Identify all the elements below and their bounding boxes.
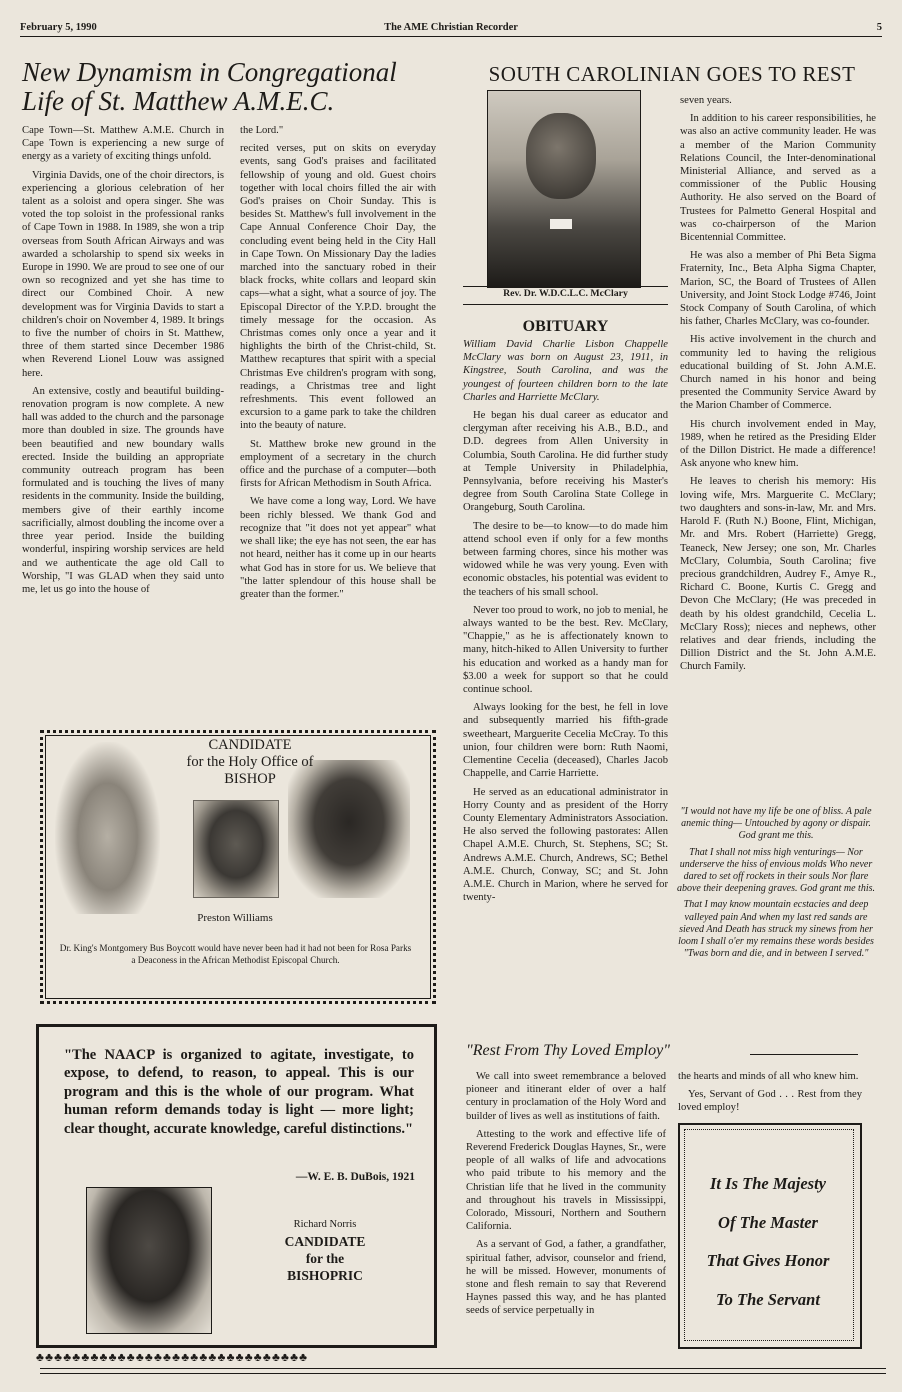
ornamental-border: ♣♣♣♣♣♣♣♣♣♣♣♣♣♣♣♣♣♣♣♣♣♣♣♣♣♣♣♣♣♣: [36, 1350, 309, 1364]
rest-column-2: [678, 1070, 862, 1120]
paragraph: He was also a member of Phi Beta Sigma Fraternity, Inc., Beta Alpha Sigma Chapter, Marion, SC, the Board of Trustees of Allen University, and Joint Stock Lodge #746, Joint Stock Company of South Carolina, of which his father, Charles McClary, was co-founder.: [680, 250, 876, 328]
paragraph: He leaves to cherish his memory: His loving wife, Mrs. Marguerite C. McClary; two daughters and sons-in-law, Mr. and Mrs. Harold F. (Ruth N.) Boone, Flint, Michigan, Mr. and Mrs. Robert (Harriette) Gregg, Teaneck, New Jersey; one son, Mr. Charles McClary, Columbia, South Carolina; five precious grandchildren, Audrey F., Amye R., Richard C. Boone, Kurtis C. Gregg and Devon Che McClary; (He was preceded in death by his oldest grandchild, Cecelia L. McClary Ross); nieces and nephews, other relatives and dear friends, including the Dillion District and the St. John A.M.E. Church Family.: [680, 476, 876, 673]
candidate-name: Preston Williams: [197, 912, 273, 924]
portrait-head: [526, 113, 596, 199]
paragraph: The desire to be—to know—to do made him attend school even if only for a few months between farming chores, since his mother was widowed while he was very young. Even with economic obstacles, his potential was evident to the teachers of his small school.: [463, 520, 668, 598]
title-rule: [750, 1054, 858, 1055]
paragraph: St. Matthew broke new ground in the employment of a secretary in the church office and the purchase of a computer—both firsts for African Methodism in South Africa.: [240, 438, 436, 490]
majesty-line: It Is The Majesty: [710, 1174, 826, 1193]
paragraph: We call into sweet remembrance a beloved pioneer and itinerant elder of over a half century in proclamation of the Holy Word and builder of lives as well as institutions of faith.: [466, 1071, 666, 1122]
obituary-column-1: [463, 338, 668, 909]
paragraph: He served as an educational administrator in Horry County and as president of the Horry County Elementary Administrators Association. He also served the following pastorates: Allen Chapel A.M.E. Church, St. Stephens, SC; St. Andrews A.M.E. Church, Andrews, SC; Bethel A.M.E. Church, Conway, SC; and St. John A.M.E. Church in Marion, where he served for twenty-: [463, 786, 668, 904]
paragraph: recited verses, put on skits on everyday events, sang God's praises and facilitated fellowship of young and old. Guest choirs together with local choirs filled the air with God's praises on Choir Sunday. This is besides St. Matthew's full involvement in the Cape Annual Conference Choir Day, the concluding event being held in the City Hall in Cape Town. On Missionary Day the ladies marched into the sanctuary robed in their black frocks, white collars and leopard skin caps—what a sight, what a source of joy. The Episcopal Director of the Y.P.D. brought the timely message for the occasion. As Christmas comes only once a year and it highlights the birth of the Christ-child, St. Matthew recaptures that spirit with a special Christmas Eve children's program with song, readings, a Christmas tree and light refreshments. This event followed an excursion to a game park to take the children into the beauty of nature.: [240, 143, 436, 432]
st-matthew-headline: New Dynamism in Congregational Life of St. Matthew A.M.E.C.: [22, 57, 397, 116]
clerical-collar: [550, 219, 572, 229]
candidate-heading-line: for the Holy Office of: [186, 754, 314, 770]
candidate-line: BISHOPRIC: [287, 1268, 363, 1283]
bishopric-candidate-label: [255, 1233, 395, 1284]
candidate-heading: [150, 737, 350, 788]
paper-name: The AME Christian Recorder: [384, 22, 518, 33]
paragraph: In addition to his career responsibilities, he was also an active community leader. He was a member of the Marion Community Relations Council, the Inter-denominational Ministerial Alliance, and served as a commissioner of the Public Housing Authority. He also served on the Board of Trustees for Palmetto General Hospital and was co-chairperson of the Marion Bicentennial Committee.: [680, 113, 876, 244]
obituary-poem: [676, 806, 876, 964]
naacp-quote: "The NAACP is organized to agitate, investigate, to expose, to defend, to reason, to appeal. This is our program and this is the whole of our program. What human reform demands today is light — more light; clear thought, accurate knowledge, careful distinctions.": [64, 1047, 414, 1137]
candidate-heading-line: CANDIDATE: [208, 737, 292, 753]
rest-article-title: "Rest From Thy Loved Employ": [466, 1042, 670, 1059]
paragraph: As a servant of God, a father, a grandfather, spiritual father, advisor, counselor and friend, he will be missed. However, monuments of stone and flesh remain to say that Reverend Haynes passed this way, and he has planted seeds of service perpetually in: [466, 1239, 666, 1317]
rest-column-1: [466, 1070, 666, 1323]
paragraph: An extensive, costly and beautiful building-renovation program is now complete. A new hall was added to the church and the parsonage more than doubled in size. The grounds have been beautified and new boundary walls erected. Inside the building an appropriate community outreach program has been formulated and is touching the lives of many residents in the community. Inside the building, members give of their earthly income sacrificially, almost doubling the income over a three year period. Inside the building wonderful, inspiring worship services are held and we authenticate the age old Call to Worship, "I was GLAD when they said unto me, let us go into the house of: [22, 385, 224, 595]
poem-stanza: That I may know mountain ecstacies and deep valleyed pain And when my last red sands are sieved And Death has struck my sinews from her loom I shall o'er my remains these words besides "Twas born and die, and in between I served.": [678, 899, 874, 960]
paragraph: seven years.: [680, 95, 732, 106]
poem-stanza: That I shall not miss high venturings— Nor underserve the hiss of envious molds Who never dared to set off rockets in their souls Nor flare above their deepening graves. God grant me this.: [676, 846, 876, 895]
issue-date: February 5, 1990: [20, 22, 97, 33]
obituary-column-2: [680, 94, 876, 679]
paragraph: Virginia Davids, one of the choir directors, is experiencing a glorious celebration of her talent as a soloist and opera singer. She was voted the top soloist in the professional ranks of Cape Town in 1988. In 1989, she won a trip overseas from South African Airways and was awarded a scholarship to spend six weeks in Europe in 1990. We are proud to see one of our own so recognized and yet she has time to direct our Combined Choir. A new development was for Virginia Davids to start a children's choir on November 4, 1989. It brings to five the number of choirs in St. Matthew, three of them started since December 1986 when Reverend Lionel Louw was assigned here.: [22, 169, 224, 379]
st-matthew-column-1: [22, 124, 224, 601]
south-carolinian-headline: SOUTH CAROLINIAN GOES TO REST: [488, 62, 856, 86]
majesty-line: That Gives Honor: [706, 1251, 830, 1270]
candidate-heading-line: BISHOP: [224, 771, 276, 787]
majesty-line: To The Servant: [716, 1289, 820, 1309]
mcclary-photo: [487, 90, 641, 288]
candidate-line: CANDIDATE: [284, 1234, 366, 1249]
caption-rule-top: [463, 286, 668, 287]
paragraph: He began his dual career as educator and clergyman after receiving his A.B., B.D., and D.D. degrees from Allen University in Columbia, South Carolina. He did further study at Temple University in Philadelphia, Pennsylvania, before receiving his Master's degree from South Carolina State College in Orangeburg, South Carolina.: [463, 410, 668, 514]
st-matthew-column-2: [240, 124, 436, 606]
paragraph: His active involvement in the church and community led to having the religious educational building of St. John A.M.E. Church named in his honor and being presented the Community Service Award by the Marion Chamber of Commerce.: [680, 334, 876, 412]
photo-caption: Rev. Dr. W.D.C.L.C. McClary: [503, 288, 628, 299]
paragraph: the hearts and minds of all who knew him.: [678, 1071, 859, 1082]
paragraph: Never too proud to work, no job to menial, he always wanted to be the best. Rev. McClary, "Chappie," as he is affectionately known to many, hitch-hiked to Allen University to further his education and worked as a handy man for $3.00 a week for support so that he could continue school.: [463, 604, 668, 696]
richard-norris-name: Richard Norris: [293, 1219, 357, 1230]
majesty-text: [680, 1165, 856, 1319]
richard-norris-photo: [86, 1187, 212, 1334]
bottom-double-rule: [40, 1368, 886, 1374]
paragraph: Yes, Servant of God . . . Rest from they loved employ!: [678, 1089, 862, 1114]
obituary-title: OBITUARY: [522, 318, 609, 335]
quote-attribution: —W. E. B. DuBois, 1921: [295, 1171, 415, 1183]
paragraph: We have come a long way, Lord. We have been richly blessed. We thank God and recognize that "it does not yet appear" what we shall like; the eye has not seen, the ear has not heard, neither has it come up in our hearts what God has in store for us. We believe that "the latter splendour of this house shall be greater than the former.": [240, 496, 436, 600]
page-number: 5: [876, 22, 882, 33]
preston-williams-photo: [193, 800, 279, 898]
paragraph: Always looking for the best, he fell in love and subsequently married his fifth-grade sweetheart, Marguerite Cecelia McCray. To this union, four children were born: Ruth Naomi, Clementine Cecelia (deceased), Charles Jacob Chappelle, and Carrie Harriette.: [463, 702, 668, 780]
caption-rule-bottom: [463, 304, 668, 305]
paragraph: William David Charlie Lisbon Chappelle McClary was born on August 23, 1911, in Kingstree, South Carolina, and was the youngest of fourteen children born to the late Charles and Harriette McClary.: [463, 339, 668, 403]
majesty-line: Of The Master: [718, 1212, 818, 1232]
paragraph: the Lord.": [240, 125, 284, 136]
page-header: [20, 20, 882, 37]
candidate-caption: Dr. King's Montgomery Bus Boycott would have never been had it had not been for Rosa Parks a Deaconess in the African Methodist Episcopal Church.: [59, 943, 412, 965]
paragraph: Attesting to the work and effective life of Reverend Frederick Douglas Haynes, Sr., were people of all walks of life and advocations who paid tribute to his memory and the Christian life that he lived in the community and throughout his travels in Mississippi, Colorado, Missouri, Northern and Southern California.: [466, 1128, 666, 1233]
paragraph: His church involvement ended in May, 1989, when he retired as the Presiding Elder of the Dillon District. He made a difference! Ask anyone who knew him.: [680, 418, 876, 470]
poem-stanza: "I would not have my life be one of bliss. A pale anemic thing— Untouched by agony or dispair. God grant me this.: [680, 806, 872, 842]
candidate-line: for the: [305, 1251, 345, 1266]
rosa-parks-sketch: [55, 742, 160, 914]
paragraph: Cape Town—St. Matthew A.M.E. Church in Cape Town is experiencing a new surge of energy as a variety of exciting things unfold.: [22, 125, 224, 163]
